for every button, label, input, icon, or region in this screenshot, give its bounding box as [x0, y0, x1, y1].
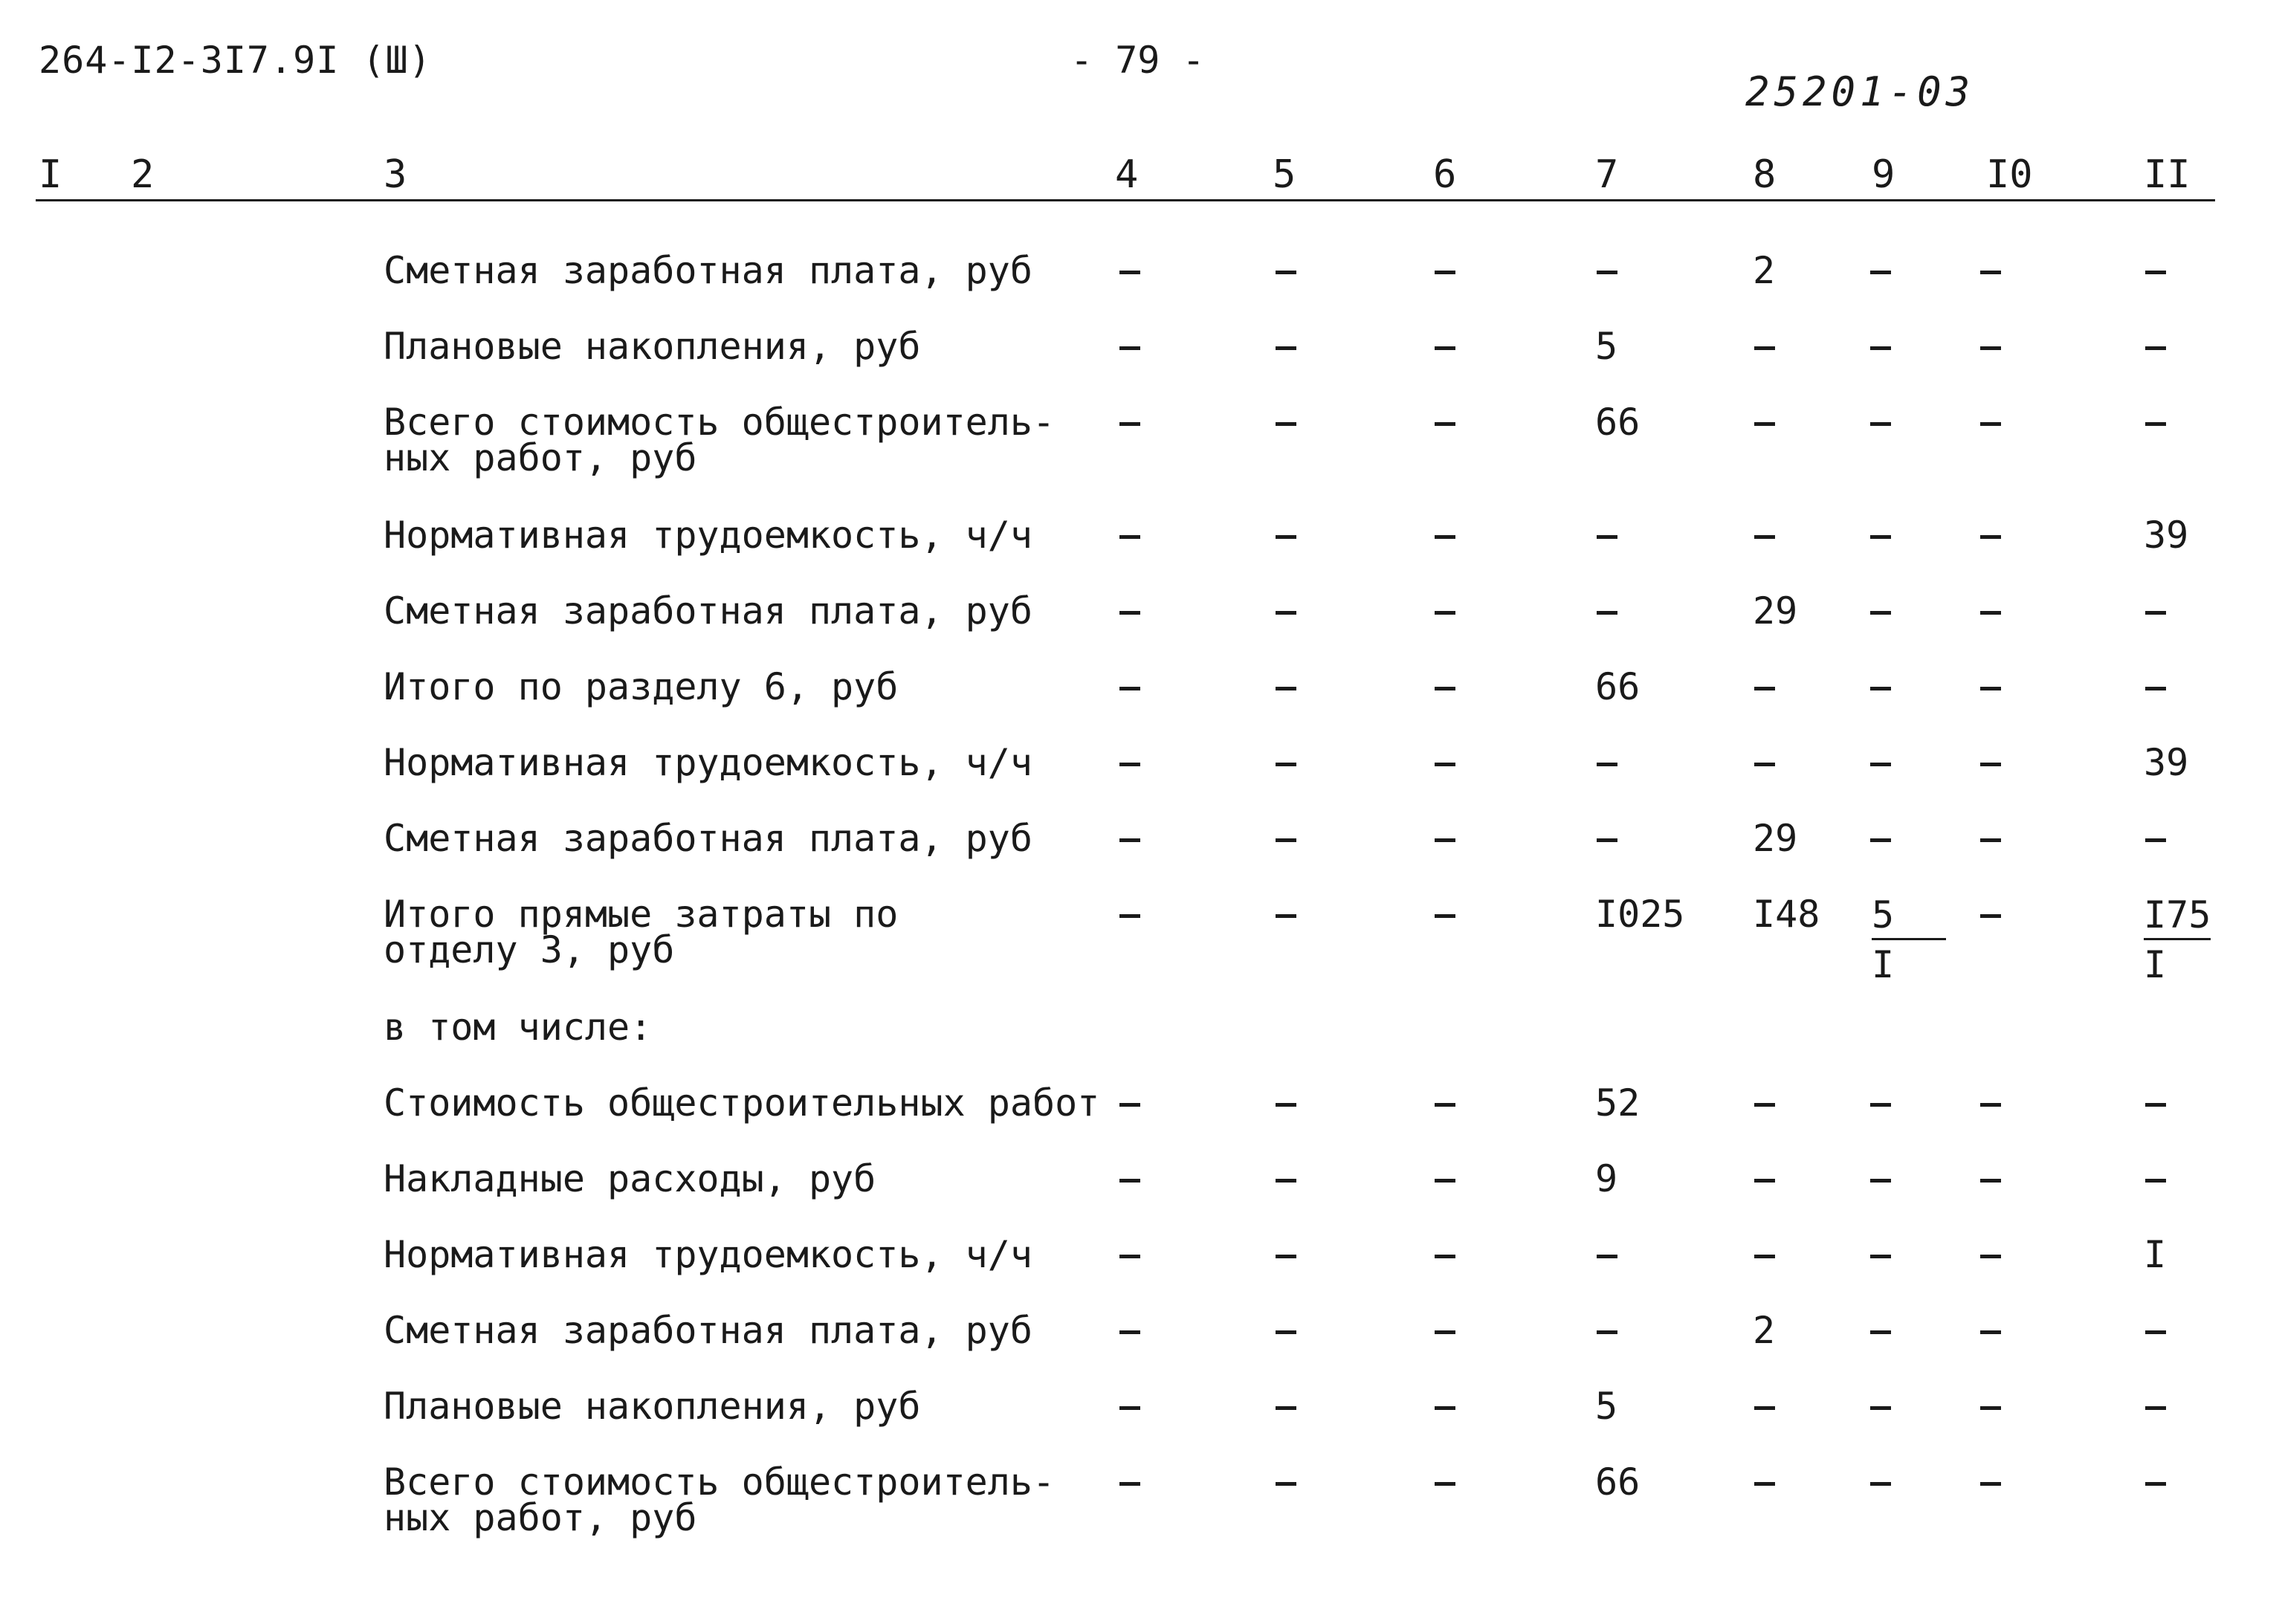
cell-c6 — [1435, 669, 1455, 705]
cell-c7: 66 — [1595, 1460, 1641, 1504]
column-header-1: I — [39, 152, 62, 197]
dash-mark — [1435, 346, 1455, 350]
dash-mark — [1435, 914, 1455, 918]
dash-mark — [1276, 763, 1296, 766]
dash-mark — [2145, 611, 2166, 615]
cell-c5 — [1276, 745, 1296, 780]
cell-c5 — [1276, 517, 1296, 553]
cell-c8: I48 — [1753, 893, 1820, 936]
cell-c9 — [1870, 1237, 1891, 1272]
cell-c11 — [2145, 1085, 2166, 1121]
cell-c9 — [1870, 669, 1891, 705]
cell-c4 — [1119, 821, 1140, 856]
cell-c8: 2 — [1753, 249, 1776, 292]
dash-mark — [1119, 763, 1140, 766]
cell-c6 — [1435, 821, 1455, 856]
table-row — [0, 1081, 2282, 1159]
dash-mark — [1754, 1482, 1775, 1486]
dash-mark — [1597, 838, 1617, 842]
dash-mark — [1119, 1103, 1140, 1107]
dash-mark — [1980, 535, 2001, 539]
dash-mark — [1980, 346, 2001, 350]
dash-mark — [1980, 838, 2001, 842]
cell-c10 — [1980, 896, 2001, 932]
dash-mark — [1276, 838, 1296, 842]
dash-mark — [2145, 422, 2166, 426]
dash-mark — [1276, 1406, 1296, 1410]
cell-c10 — [1980, 404, 2001, 440]
dash-mark — [1119, 1406, 1140, 1410]
cell-c5 — [1276, 253, 1296, 288]
cell-c8 — [1754, 329, 1775, 364]
cell-c9 — [1870, 745, 1891, 780]
dash-mark — [1870, 687, 1891, 690]
dash-mark — [1980, 1103, 2001, 1107]
table-row — [0, 401, 2282, 479]
dash-mark — [1754, 1255, 1775, 1258]
dash-mark — [1276, 346, 1296, 350]
cell-c7: 52 — [1595, 1081, 1641, 1125]
cell-c7: 5 — [1595, 1385, 1618, 1428]
cell-c7 — [1597, 593, 1617, 629]
dash-mark — [1870, 346, 1891, 350]
dash-mark — [1276, 687, 1296, 690]
dash-mark — [1597, 271, 1617, 274]
cell-c9 — [1870, 1388, 1891, 1424]
cell-fraction-c11 — [2144, 893, 2211, 986]
row-label: Накладные расходы, руб — [384, 1157, 876, 1200]
dash-mark — [1119, 535, 1140, 539]
dash-mark — [1980, 687, 2001, 690]
cell-c6 — [1435, 404, 1455, 440]
cell-c6 — [1435, 896, 1455, 932]
dash-mark — [1119, 346, 1140, 350]
cell-c6 — [1435, 1313, 1455, 1348]
cell-c8: 2 — [1753, 1309, 1776, 1352]
cell-c9 — [1870, 821, 1891, 856]
cell-c11 — [2145, 329, 2166, 364]
cell-c8 — [1754, 669, 1775, 705]
cell-c7: 66 — [1595, 401, 1641, 444]
cell-c4 — [1119, 1237, 1140, 1272]
table-row — [0, 741, 2282, 819]
dash-mark — [1870, 1255, 1891, 1258]
handwritten-stamp: 25201-03 — [1745, 68, 1975, 115]
cell-c7: 9 — [1595, 1157, 1618, 1200]
column-header-3: 3 — [384, 152, 407, 197]
dash-mark — [1435, 271, 1455, 274]
cell-c8 — [1754, 1464, 1775, 1500]
dash-mark — [1870, 271, 1891, 274]
cell-c9 — [1870, 329, 1891, 364]
cell-c11 — [2145, 404, 2166, 440]
cell-c4 — [1119, 253, 1140, 288]
cell-c10 — [1980, 593, 2001, 629]
row-label: Всего стоимость общестроитель- ных работ, руб — [384, 401, 1056, 479]
fraction-numerator: 5 — [1872, 896, 1946, 940]
fraction-numerator: I75 — [2144, 896, 2211, 940]
dash-mark — [1754, 1179, 1775, 1183]
cell-c8 — [1754, 404, 1775, 440]
dash-mark — [1119, 1255, 1140, 1258]
dash-mark — [1597, 611, 1617, 615]
dash-mark — [1870, 1330, 1891, 1334]
cell-c10 — [1980, 329, 2001, 364]
dash-mark — [1276, 611, 1296, 615]
cell-c6 — [1435, 1464, 1455, 1500]
cell-c11 — [2145, 669, 2166, 705]
cell-c5 — [1276, 1161, 1296, 1197]
cell-c5 — [1276, 821, 1296, 856]
dash-mark — [1119, 1330, 1140, 1334]
dash-mark — [1597, 1255, 1617, 1258]
dash-mark — [1754, 346, 1775, 350]
cell-c10 — [1980, 745, 2001, 780]
dash-mark — [1754, 422, 1775, 426]
dash-mark — [1435, 1103, 1455, 1107]
cell-c8 — [1754, 745, 1775, 780]
column-header-10: I0 — [1986, 152, 2033, 197]
table-row — [0, 893, 2282, 986]
cell-c5 — [1276, 329, 1296, 364]
cell-c5 — [1276, 593, 1296, 629]
cell-c9 — [1870, 1464, 1891, 1500]
cell-c4 — [1119, 1085, 1140, 1121]
cell-c8: 29 — [1753, 589, 1798, 633]
dash-mark — [1980, 1406, 2001, 1410]
dash-mark — [1435, 763, 1455, 766]
cell-c4 — [1119, 1388, 1140, 1424]
dash-mark — [1754, 1406, 1775, 1410]
dash-mark — [1870, 1179, 1891, 1183]
cell-c11 — [2145, 1388, 2166, 1424]
column-header-11: II — [2144, 152, 2191, 197]
cell-c9 — [1870, 1313, 1891, 1348]
dash-mark — [1119, 271, 1140, 274]
cell-c10 — [1980, 517, 2001, 553]
cell-c4 — [1119, 669, 1140, 705]
cell-c6 — [1435, 1161, 1455, 1197]
row-label: Всего стоимость общестроитель- ных работ, руб — [384, 1460, 1056, 1539]
dash-mark — [2145, 271, 2166, 274]
dash-mark — [2145, 1179, 2166, 1183]
row-label: Нормативная трудоемкость, ч/ч — [384, 514, 1032, 557]
cell-c7: 66 — [1595, 665, 1641, 708]
table-row — [0, 514, 2282, 592]
cell-c7 — [1597, 517, 1617, 553]
cell-c6 — [1435, 253, 1455, 288]
dash-mark — [1276, 271, 1296, 274]
cell-c9 — [1870, 517, 1891, 553]
cell-c11 — [2145, 1464, 2166, 1500]
cell-c7 — [1597, 253, 1617, 288]
table-row — [0, 817, 2282, 895]
table-row — [0, 1157, 2282, 1235]
cell-c11 — [2145, 253, 2166, 288]
row-label: Сметная заработная плата, руб — [384, 589, 1032, 633]
cell-c5 — [1276, 1388, 1296, 1424]
cell-c8: 29 — [1753, 817, 1798, 860]
dash-mark — [2145, 687, 2166, 690]
cell-c11: 39 — [2144, 741, 2189, 784]
document-code: 264-I2-3I7.9I (Ш) — [39, 39, 432, 82]
dash-mark — [1119, 611, 1140, 615]
dash-mark — [1435, 611, 1455, 615]
cell-c5 — [1276, 896, 1296, 932]
cell-c6 — [1435, 329, 1455, 364]
header-rule — [36, 199, 2215, 201]
cell-c7 — [1597, 1313, 1617, 1348]
cell-c5 — [1276, 1464, 1296, 1500]
dash-mark — [1597, 1330, 1617, 1334]
dash-mark — [1119, 838, 1140, 842]
dash-mark — [1276, 1330, 1296, 1334]
dash-mark — [1276, 422, 1296, 426]
column-header-5: 5 — [1273, 152, 1296, 197]
cell-c11 — [2145, 821, 2166, 856]
row-label: Сметная заработная плата, руб — [384, 1309, 1032, 1352]
cell-c8 — [1754, 1085, 1775, 1121]
dash-mark — [1435, 1406, 1455, 1410]
cell-c10 — [1980, 1237, 2001, 1272]
dash-mark — [1119, 422, 1140, 426]
row-label: Стоимость общестроительных работ — [384, 1081, 1100, 1125]
dash-mark — [1980, 1330, 2001, 1334]
dash-mark — [1870, 1103, 1891, 1107]
table-row — [0, 1233, 2282, 1311]
dash-mark — [2145, 1482, 2166, 1486]
cell-c11 — [2145, 593, 2166, 629]
cell-c9 — [1870, 404, 1891, 440]
dash-mark — [1276, 1179, 1296, 1183]
cell-c7: I025 — [1595, 893, 1685, 936]
dash-mark — [1435, 535, 1455, 539]
cell-c5 — [1276, 1237, 1296, 1272]
cell-c9 — [1870, 1161, 1891, 1197]
column-header-6: 6 — [1433, 152, 1457, 197]
row-label: Нормативная трудоемкость, ч/ч — [384, 1233, 1032, 1276]
dash-mark — [1754, 687, 1775, 690]
dash-mark — [1435, 1482, 1455, 1486]
table-row — [0, 665, 2282, 743]
cell-c10 — [1980, 1464, 2001, 1500]
dash-mark — [2145, 346, 2166, 350]
dash-mark — [2145, 838, 2166, 842]
cell-c11: 39 — [2144, 514, 2189, 557]
cell-c10 — [1980, 1085, 2001, 1121]
dash-mark — [1597, 535, 1617, 539]
dash-mark — [1435, 1179, 1455, 1183]
fraction-denominator: I — [1872, 943, 1895, 986]
dash-mark — [1754, 763, 1775, 766]
cell-c10 — [1980, 1313, 2001, 1348]
cell-c7 — [1597, 745, 1617, 780]
row-label: Итого прямые затраты по отделу 3, руб — [384, 893, 899, 971]
cell-c10 — [1980, 1388, 2001, 1424]
cell-c5 — [1276, 1085, 1296, 1121]
dash-mark — [1980, 763, 2001, 766]
cell-c8 — [1754, 1237, 1775, 1272]
cell-c5 — [1276, 1313, 1296, 1348]
cell-c4 — [1119, 404, 1140, 440]
dash-mark — [1754, 535, 1775, 539]
table-row — [0, 589, 2282, 667]
dash-mark — [1980, 1255, 2001, 1258]
cell-c4 — [1119, 593, 1140, 629]
dash-mark — [1119, 687, 1140, 690]
row-label: Плановые накопления, руб — [384, 325, 921, 368]
table-row — [0, 1385, 2282, 1463]
cell-c9 — [1870, 1085, 1891, 1121]
dash-mark — [1119, 1482, 1140, 1486]
dash-mark — [1276, 1103, 1296, 1107]
cell-c10 — [1980, 253, 2001, 288]
dash-mark — [1870, 611, 1891, 615]
dash-mark — [1870, 1482, 1891, 1486]
cell-c4 — [1119, 517, 1140, 553]
dash-mark — [1980, 422, 2001, 426]
cell-c11: I — [2144, 1233, 2167, 1276]
dash-mark — [1119, 1179, 1140, 1183]
cell-c8 — [1754, 1161, 1775, 1197]
dash-mark — [2145, 1406, 2166, 1410]
column-header-2: 2 — [131, 152, 155, 197]
column-header-8: 8 — [1753, 152, 1777, 197]
dash-mark — [1435, 422, 1455, 426]
dash-mark — [1435, 687, 1455, 690]
cell-c4 — [1119, 329, 1140, 364]
table-row — [0, 1006, 2282, 1084]
cell-fraction-c9 — [1872, 893, 1946, 986]
dash-mark — [1276, 914, 1296, 918]
cell-c10 — [1980, 669, 2001, 705]
cell-c7 — [1597, 1237, 1617, 1272]
column-header-9: 9 — [1872, 152, 1895, 197]
cell-c10 — [1980, 1161, 2001, 1197]
row-label: Итого по разделу 6, руб — [384, 665, 899, 708]
cell-c7 — [1597, 821, 1617, 856]
dash-mark — [1754, 1103, 1775, 1107]
cell-c6 — [1435, 1388, 1455, 1424]
cell-c6 — [1435, 517, 1455, 553]
cell-c4 — [1119, 1313, 1140, 1348]
cell-c11 — [2145, 1313, 2166, 1348]
dash-mark — [2145, 1330, 2166, 1334]
row-label: в том числе: — [384, 1006, 653, 1049]
cell-c5 — [1276, 404, 1296, 440]
dash-mark — [1276, 535, 1296, 539]
cell-c4 — [1119, 896, 1140, 932]
dash-mark — [1119, 914, 1140, 918]
cell-c5 — [1276, 669, 1296, 705]
dash-mark — [2145, 1103, 2166, 1107]
cell-c8 — [1754, 517, 1775, 553]
cell-c9 — [1870, 253, 1891, 288]
page-number: - 79 - — [1070, 39, 1205, 82]
dash-mark — [1870, 763, 1891, 766]
cell-c10 — [1980, 821, 2001, 856]
dash-mark — [1980, 271, 2001, 274]
dash-mark — [1870, 535, 1891, 539]
dash-mark — [1435, 1255, 1455, 1258]
dash-mark — [1980, 1179, 2001, 1183]
fraction-denominator: I — [2144, 943, 2167, 986]
dash-mark — [1276, 1482, 1296, 1486]
dash-mark — [1597, 763, 1617, 766]
table-row — [0, 325, 2282, 403]
cell-c4 — [1119, 1464, 1140, 1500]
dash-mark — [1276, 1255, 1296, 1258]
cell-c6 — [1435, 1237, 1455, 1272]
cell-c6 — [1435, 1085, 1455, 1121]
row-label: Нормативная трудоемкость, ч/ч — [384, 741, 1032, 784]
dash-mark — [1870, 422, 1891, 426]
cell-c7: 5 — [1595, 325, 1618, 368]
cell-c8 — [1754, 1388, 1775, 1424]
cell-c6 — [1435, 745, 1455, 780]
row-label: Сметная заработная плата, руб — [384, 817, 1032, 860]
dash-mark — [1870, 838, 1891, 842]
table-row — [0, 1309, 2282, 1387]
table-row — [0, 1460, 2282, 1539]
column-header-4: 4 — [1115, 152, 1139, 197]
row-label: Сметная заработная плата, руб — [384, 249, 1032, 292]
cell-c9 — [1870, 593, 1891, 629]
cell-c11 — [2145, 1161, 2166, 1197]
table-row — [0, 249, 2282, 327]
cell-c6 — [1435, 593, 1455, 629]
dash-mark — [1980, 611, 2001, 615]
column-header-7: 7 — [1595, 152, 1619, 197]
dash-mark — [1435, 1330, 1455, 1334]
cell-c4 — [1119, 745, 1140, 780]
row-label: Плановые накопления, руб — [384, 1385, 921, 1428]
dash-mark — [1435, 838, 1455, 842]
dash-mark — [1870, 1406, 1891, 1410]
dash-mark — [1980, 1482, 2001, 1486]
dash-mark — [1980, 914, 2001, 918]
cell-c4 — [1119, 1161, 1140, 1197]
